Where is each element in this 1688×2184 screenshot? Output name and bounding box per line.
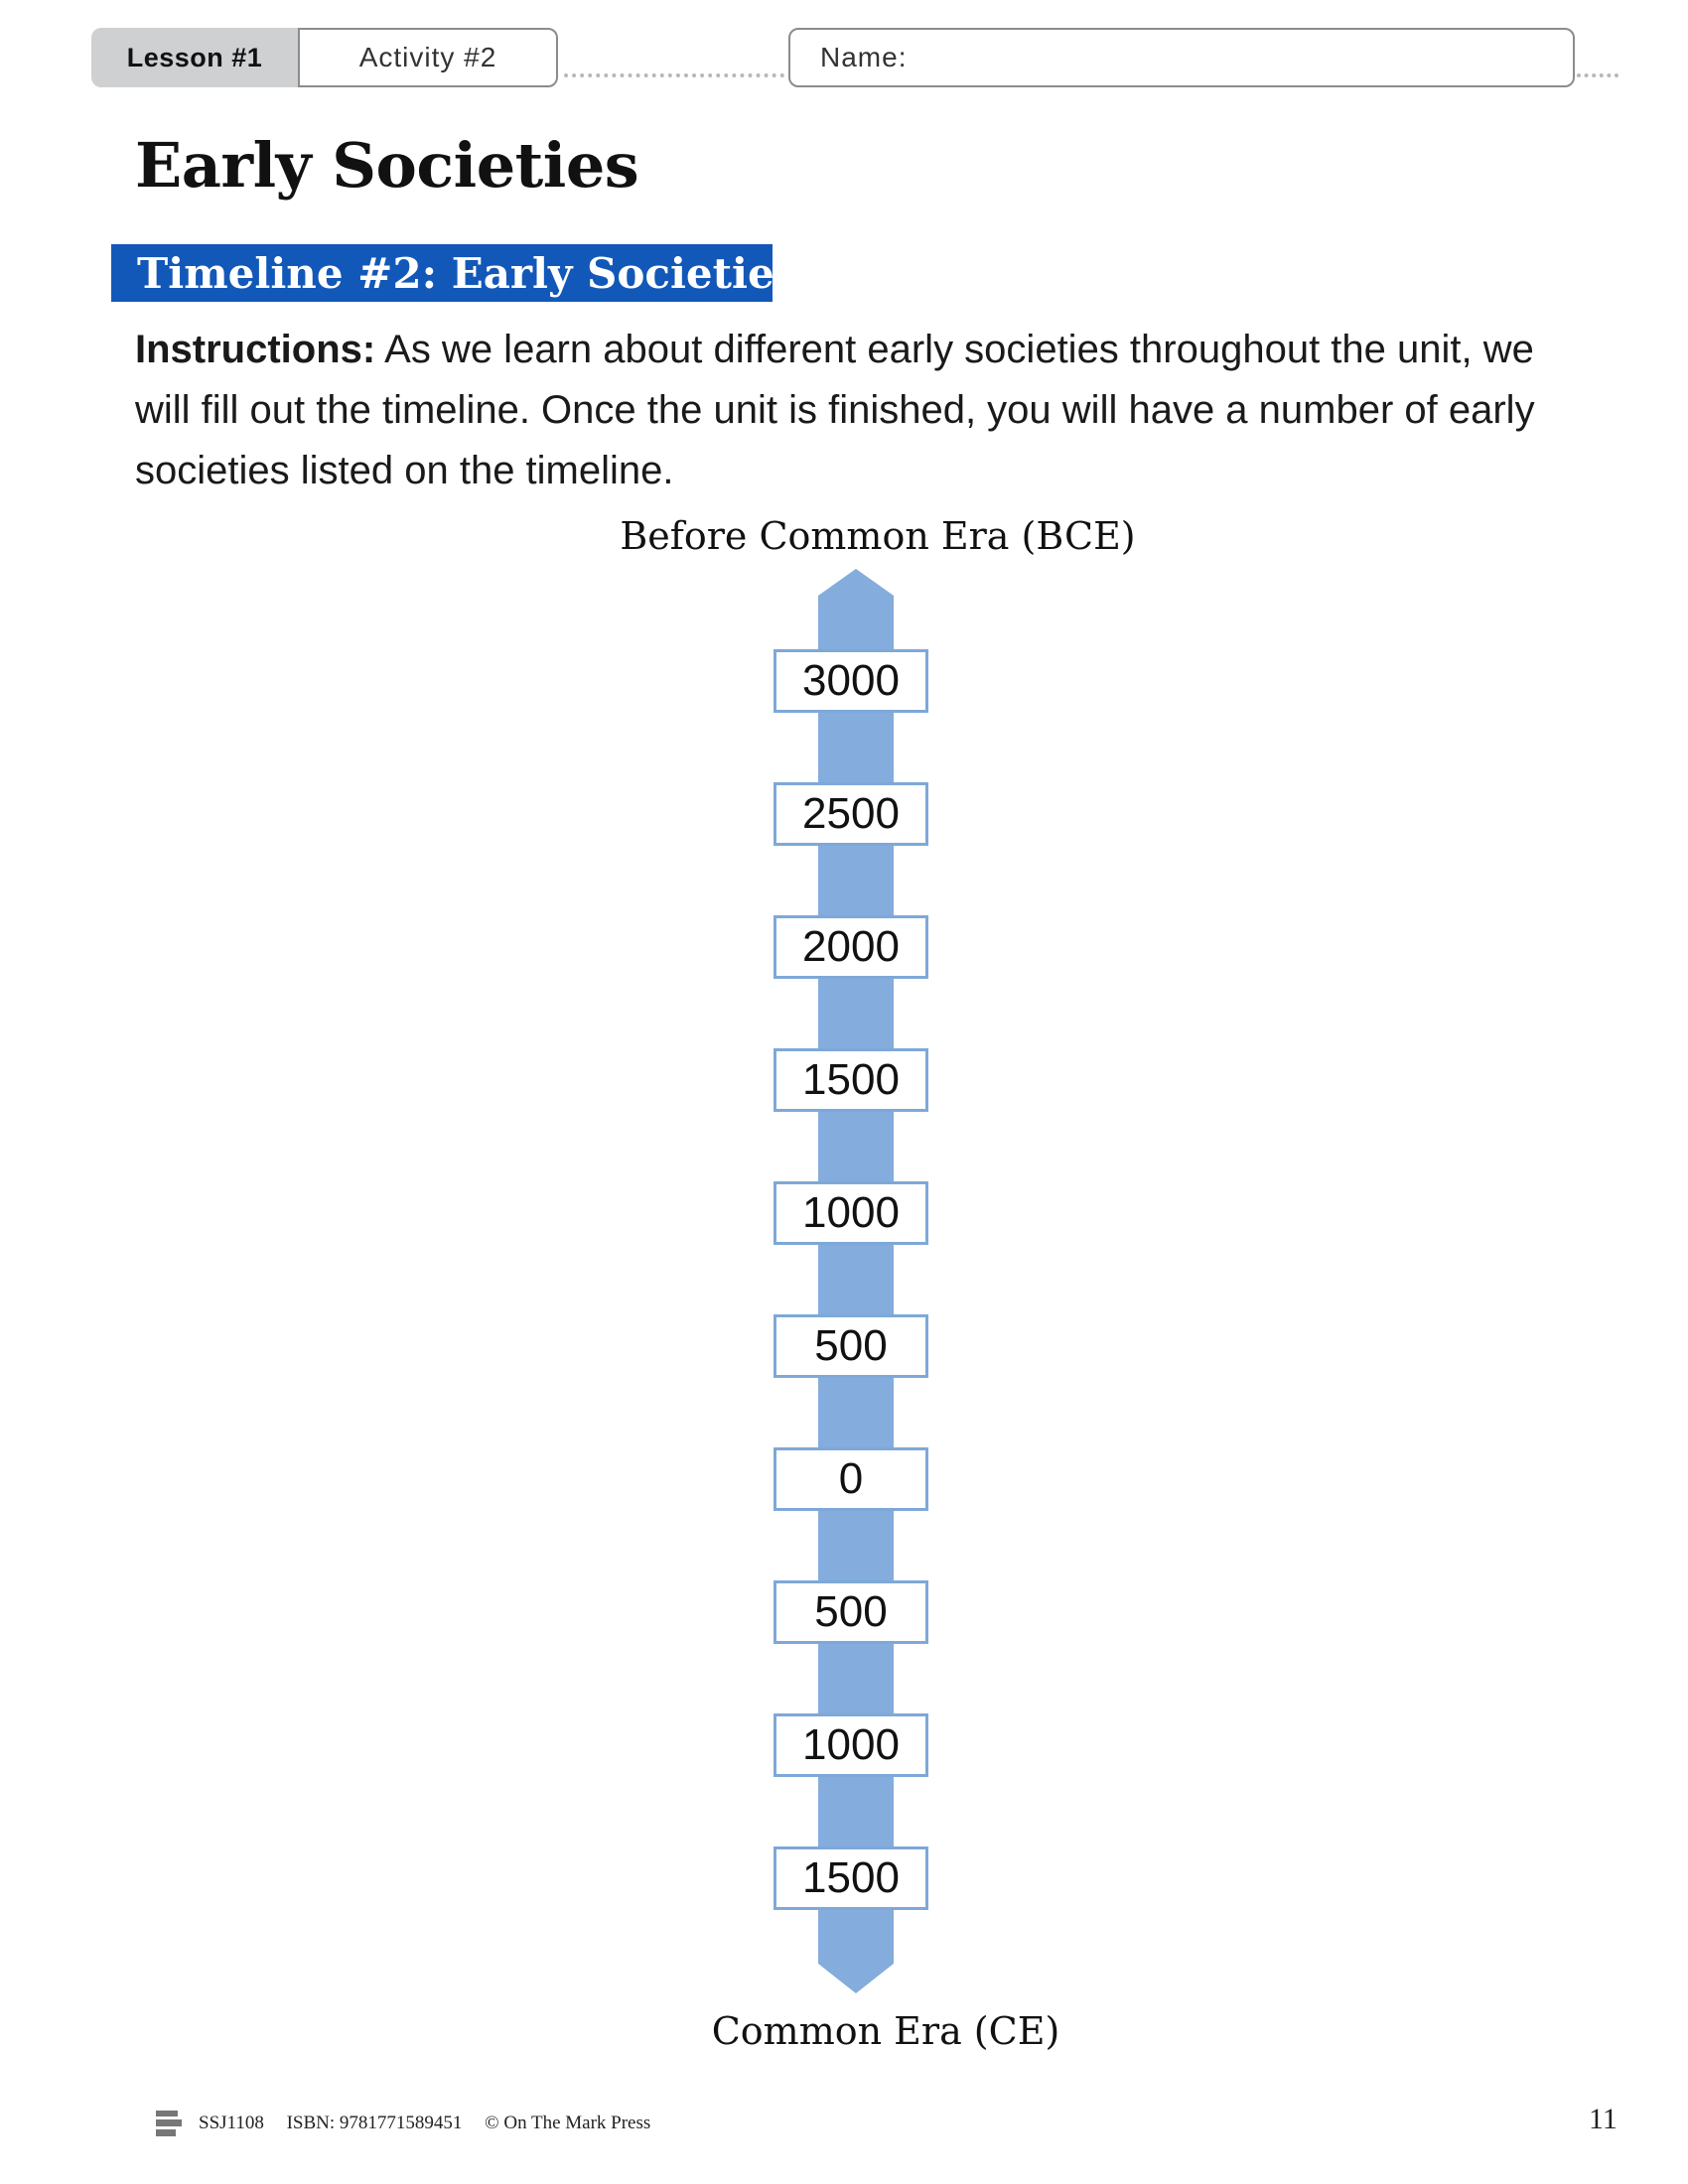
- timeline-bottom-label: Common Era (CE): [711, 2009, 1060, 2053]
- timeline-year-box: 0: [774, 1447, 928, 1511]
- instructions-label: Instructions:: [135, 328, 376, 371]
- timeline-year-box: 2000: [774, 915, 928, 979]
- timeline-year-box: 500: [774, 1580, 928, 1644]
- lesson-tab: Lesson #1: [91, 28, 298, 87]
- timeline-year-box: 500: [774, 1314, 928, 1378]
- timeline-year-box: 1500: [774, 1048, 928, 1112]
- timeline-top-label: Before Common Era (BCE): [620, 514, 1136, 558]
- section-heading: Timeline #2: Early Societies: [111, 244, 773, 302]
- timeline-year-box: 2500: [774, 782, 928, 846]
- footer-publisher: © On The Mark Press: [485, 2113, 651, 2133]
- activity-tab: Activity #2: [298, 28, 558, 87]
- page-number: 11: [1589, 2103, 1618, 2135]
- name-field-label: Name:: [820, 42, 908, 72]
- footer: [153, 2109, 668, 2138]
- instructions-text: As we learn about different early societies throughout the unit, we will fill out the timeline. Once the unit is finished, you will have a number of early societies listed on the timeline.: [135, 328, 1535, 492]
- footer-isbn: ISBN: 9781771589451: [286, 2113, 463, 2133]
- footer-product-code: SSJ1108: [199, 2113, 264, 2133]
- timeline-year-box: 1500: [774, 1846, 928, 1910]
- timeline-year-box: 1000: [774, 1181, 928, 1245]
- page-title: Early Societies: [135, 129, 639, 202]
- timeline-year-box: 1000: [774, 1713, 928, 1777]
- timeline-year-box: 3000: [774, 649, 928, 713]
- publisher-logo-icon: [153, 2109, 185, 2138]
